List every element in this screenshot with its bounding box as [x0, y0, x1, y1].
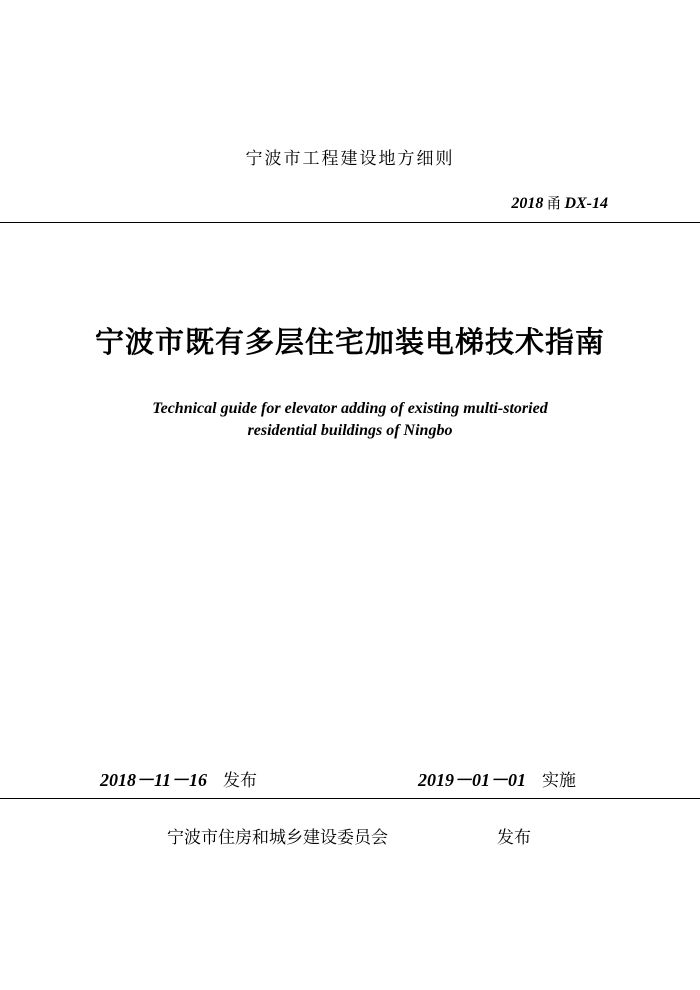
- english-title-line-1: Technical guide for elevator adding of existing multi-storied: [152, 400, 548, 417]
- document-code: [511, 192, 608, 213]
- release-date-block: [100, 766, 257, 792]
- code-year: 2018: [511, 195, 544, 212]
- issuer-name: 宁波市住房和城乡建设委员会: [167, 828, 388, 848]
- code-number: DX-14: [564, 195, 608, 212]
- release-label: 发布: [223, 771, 258, 791]
- main-title: 宁波市既有多层住宅加装电梯技术指南: [94, 325, 605, 359]
- series-title: 宁波市工程建设地方细则: [245, 149, 455, 169]
- effective-date-block: [418, 766, 576, 792]
- top-divider: [0, 222, 700, 223]
- code-region-char: 甬: [546, 194, 562, 212]
- effective-date: 2019－01－01: [418, 770, 526, 790]
- release-date: 2018－11－16: [100, 770, 208, 790]
- issuer-action: 发布: [497, 828, 531, 848]
- effective-label: 实施: [542, 771, 576, 791]
- english-title-line-2: residential buildings of Ningbo: [247, 422, 453, 439]
- english-title: [0, 398, 700, 442]
- bottom-divider: [0, 798, 700, 799]
